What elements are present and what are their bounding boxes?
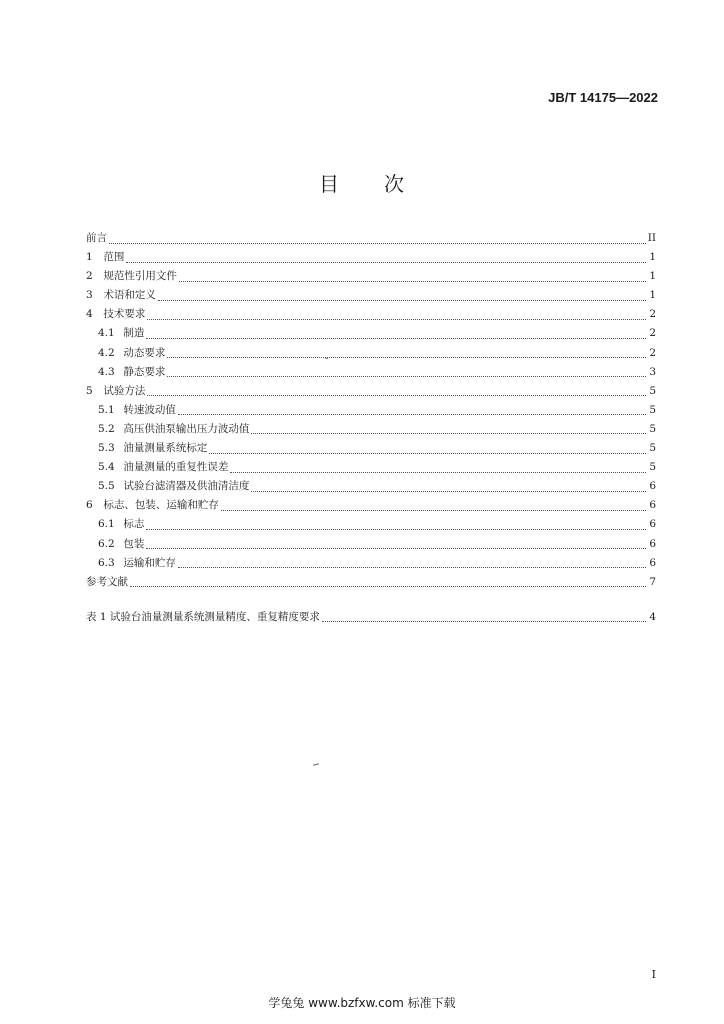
toc-entry[interactable] (86, 536, 656, 555)
toc-entry-label: 参考文献 (86, 575, 128, 588)
toc-entry-number: 3 (86, 289, 93, 302)
toc-entry[interactable] (86, 440, 656, 459)
toc-entry-number: 5.3 (98, 442, 115, 455)
toc-entry-number: 6.1 (98, 518, 115, 531)
toc-entry[interactable] (86, 516, 656, 535)
toc-entry-title (86, 497, 219, 512)
toc-entry-number: 4 (86, 308, 93, 321)
page-title (0, 168, 724, 197)
toc-entry-label: 动态要求 (123, 346, 166, 359)
dot-leader (167, 375, 646, 377)
toc-entry[interactable] (86, 345, 656, 364)
dot-leader (322, 620, 646, 622)
toc-entry-number: 6 (86, 499, 93, 512)
toc-entry-label: 试验台油量测量系统测量精度、重复精度要求 (109, 610, 320, 623)
toc-entry-title (86, 230, 107, 245)
toc-entry-title (98, 459, 228, 474)
dot-leader (109, 242, 646, 244)
title-char-1: 目 (319, 172, 340, 196)
toc-entry-label: 范围 (103, 251, 125, 264)
dot-leader (251, 490, 646, 492)
toc-entry-label: 转速波动值 (123, 403, 176, 416)
toc-entry-page: 1 (649, 270, 656, 283)
toc-entry-number: 5.2 (98, 422, 115, 435)
dot-leader (126, 261, 646, 263)
toc-entry[interactable] (86, 497, 656, 516)
toc-entry-page: 6 (649, 518, 656, 531)
toc-entry-title (98, 516, 144, 531)
standard-code: JB/T 14175—2022 (548, 90, 658, 105)
toc-entry-label: 高压供油泵输出压力波动值 (123, 422, 250, 435)
toc-entry-title (98, 364, 165, 379)
dot-leader (230, 471, 646, 473)
toc-entry[interactable] (86, 306, 656, 325)
toc-entry-label: 运输和贮存 (123, 556, 176, 569)
toc-entry-page: 6 (649, 537, 656, 550)
toc-entry[interactable] (86, 459, 656, 478)
toc-entry-label: 标志 (123, 518, 145, 531)
toc-entry[interactable] (86, 325, 656, 344)
toc-entry[interactable] (86, 478, 656, 497)
toc-entry[interactable] (86, 287, 656, 306)
toc-entry-number: 2 (86, 270, 93, 283)
toc-entry-title (98, 536, 144, 551)
toc-entry-number: 4.2 (98, 346, 115, 359)
toc-entry[interactable] (86, 609, 656, 628)
toc-entry-page: 6 (649, 480, 656, 493)
toc-entry-title (86, 287, 156, 302)
toc-entry-title (98, 478, 249, 493)
dot-leader (179, 280, 646, 282)
toc-entry-page: 2 (649, 308, 656, 321)
toc-entry-title (98, 440, 207, 455)
toc-entry-page: 4 (649, 610, 656, 623)
toc-entry-title (86, 574, 128, 589)
dot-leader (147, 394, 646, 396)
toc-entry-label: 包装 (123, 537, 145, 550)
toc-entry-number: 6.2 (98, 537, 115, 550)
toc-entry[interactable] (86, 574, 656, 593)
dot-leader (209, 452, 646, 454)
toc-entry-title (98, 325, 144, 340)
toc-entry-title (86, 383, 145, 398)
toc-entry-page: 1 (649, 289, 656, 302)
page-number: I (651, 968, 656, 981)
toc-entry[interactable] (86, 555, 656, 574)
toc-entry-label: 试验台滤清器及供油清洁度 (123, 480, 250, 493)
dot-leader (221, 509, 646, 511)
toc-entry-number: 4.3 (98, 365, 115, 378)
toc-entry-title (98, 555, 176, 570)
toc-entry-title (86, 609, 320, 624)
toc-entry-page: 5 (649, 403, 656, 416)
toc-entry-page: 6 (649, 556, 656, 569)
toc-entry-label: 试验方法 (103, 384, 146, 397)
toc-entry-title (86, 249, 124, 264)
toc-entry-page: 6 (649, 499, 656, 512)
dot-leader (146, 547, 646, 549)
toc-entry-label: 制造 (123, 327, 145, 340)
toc-entry-number: 5.5 (98, 480, 115, 493)
toc-entry-title (98, 402, 176, 417)
toc-entry-page: 3 (649, 365, 656, 378)
toc-entry-page: 2 (649, 346, 656, 359)
toc-entry-label: 油量测量系统标定 (123, 442, 208, 455)
toc-entry-label: 规范性引用文件 (103, 270, 177, 283)
toc-entry-page: 7 (649, 575, 656, 588)
toc-entry-page: 5 (649, 384, 656, 397)
toc-entry[interactable] (86, 421, 656, 440)
dot-leader (178, 566, 646, 568)
toc-entry[interactable] (86, 383, 656, 402)
toc-entry[interactable] (86, 230, 656, 249)
toc-entry-page: 1 (649, 251, 656, 264)
toc-entry-label: 术语和定义 (103, 289, 156, 302)
dot-leader (146, 528, 646, 530)
toc-entry-title (98, 421, 249, 436)
dot-leader (130, 585, 646, 587)
toc-entry-title (86, 306, 145, 321)
toc-entry-title (98, 345, 165, 360)
dot-leader (146, 337, 646, 339)
dot-leader (158, 299, 646, 301)
toc-entry-label: 技术要求 (103, 308, 146, 321)
toc-entry-page: 2 (649, 327, 656, 340)
toc-entry-label: 静态要求 (123, 365, 166, 378)
toc-entry-label: 标志、包装、运输和贮存 (103, 499, 219, 512)
title-char-2: 次 (384, 172, 405, 196)
toc-entry[interactable] (86, 249, 656, 268)
table-of-contents (86, 230, 656, 628)
toc-entry-title (86, 268, 177, 283)
dot-leader (167, 356, 646, 358)
dot-leader (251, 432, 646, 434)
toc-entry-number: 表 1 (86, 610, 107, 623)
toc-entry-number: 5 (86, 384, 93, 397)
toc-entry-page: 5 (649, 422, 656, 435)
toc-entry[interactable] (86, 402, 656, 421)
toc-entry[interactable] (86, 364, 656, 383)
toc-entry-number: 5.4 (98, 461, 115, 474)
toc-entry-label: 油量测量的重复性误差 (123, 461, 229, 474)
dot-leader (147, 318, 646, 320)
toc-entry-label: 前言 (86, 232, 107, 244)
toc-entry-number: 5.1 (98, 403, 115, 416)
toc-entry-number: 6.3 (98, 556, 115, 569)
toc-entry-page: 5 (649, 461, 656, 474)
footer-watermark: 学兔兔 www.bzfxw.com 标准下载 (268, 996, 456, 1010)
toc-entry-number: 1 (86, 251, 93, 264)
toc-entry-page: II (647, 232, 656, 244)
toc-entry-number: 4.1 (98, 327, 115, 340)
toc-entry-page: 5 (649, 442, 656, 455)
dot-leader (178, 413, 646, 415)
toc-entry[interactable] (86, 268, 656, 287)
